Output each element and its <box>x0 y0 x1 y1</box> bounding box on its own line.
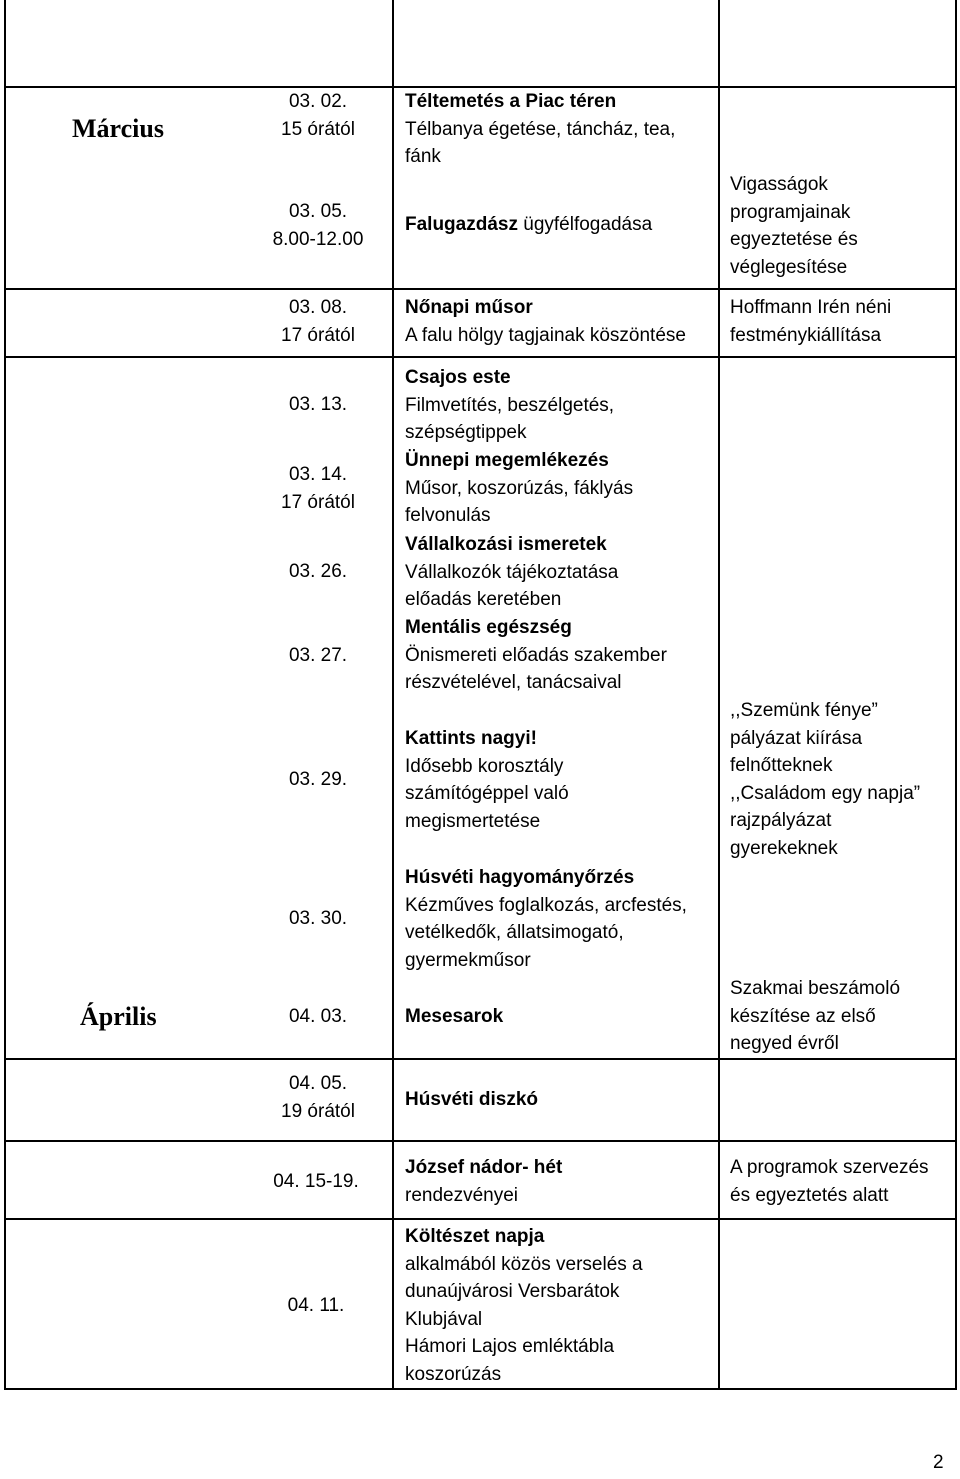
month-march: Március <box>72 114 164 143</box>
row-line-6 <box>4 1218 957 1220</box>
date-cell: 03. 05. 8.00-12.00 <box>272 201 364 250</box>
date-cell: 03. 14. 17 órától <box>281 464 355 513</box>
event-cell: Ünnepi megemlékezés Műsor, koszorúzás, fáklyás felvonulás <box>405 450 634 526</box>
date-cell: 04. 05. 19 órától <box>281 1073 355 1122</box>
date-cell: 04. 15-19. <box>273 1171 359 1192</box>
note-cell: A programok szervezés és egyeztetés alatt <box>730 1157 929 1206</box>
date-cell: 03. 27. <box>288 645 348 666</box>
date-cell: 03. 02. 15 órától <box>281 91 355 140</box>
date-cell: 03. 30. <box>288 908 348 929</box>
row-line-4 <box>4 1058 957 1060</box>
grid-line-col1 <box>392 0 394 1390</box>
date-cell: 03. 13. <box>288 394 348 415</box>
event-cell: Vállalkozási ismeretek Vállalkozók tájékoztatása előadás keretében <box>405 534 619 610</box>
date-cell: 03. 08. 17 órától <box>281 297 355 346</box>
note-cell: Hoffmann Irén néni festménykiállítása <box>730 297 892 346</box>
event-cell: Költészet napja alkalmából közös verselés a dunaújvárosi Versbarátok Klubjával Hámori Lajos emléktábla koszorúzás <box>405 1226 643 1385</box>
note-cell: ,,Szemünk fénye” pályázat kiírása felnőtteknek ,,Családom egy napja” rajzpályázat gyerekeknek <box>730 700 921 859</box>
page-number: 2 <box>933 1452 944 1473</box>
event-cell: Húsvéti hagyományőrzés Kézműves foglalkozás, arcfestés, vetélkedők, állatsimogató, gyermekműsor <box>405 867 687 971</box>
month-april: Április <box>80 1002 157 1031</box>
note-cell: Vigasságok programjainak egyeztetése és véglegesítése <box>730 174 858 278</box>
grid-line-col2 <box>718 0 720 1390</box>
event-cell: Téltemetés a Piac téren Télbanya égetése, táncház, tea, fánk <box>405 91 676 167</box>
row-line-bottom <box>4 1388 957 1390</box>
date-cell: 03. 29. <box>288 769 348 790</box>
event-cell: Nőnapi műsor A falu hölgy tagjainak köszöntése <box>405 297 686 346</box>
row-line-2 <box>4 288 957 290</box>
grid-line-right <box>955 0 957 1390</box>
event-cell: Mentális egészség Önismereti előadás szakember részvételével, tanácsaival <box>405 617 667 693</box>
date-cell: 04. 03. <box>288 1006 348 1027</box>
row-line-5 <box>4 1140 957 1142</box>
event-cell: Húsvéti diszkó <box>405 1089 539 1110</box>
note-cell: Szakmai beszámoló készítése az első negyed évről <box>730 978 901 1054</box>
event-cell: Falugazdász ügyfélfogadása <box>405 214 653 235</box>
event-cell: József nádor- hét rendezvényei <box>405 1157 563 1206</box>
row-line-3 <box>4 356 957 358</box>
event-cell: Csajos este Filmvetítés, beszélgetés, szépségtippek <box>405 367 615 443</box>
date-cell: 03. 26. <box>288 561 348 582</box>
event-cell: Mesesarok <box>405 1006 504 1027</box>
event-cell: Kattints nagyi! Idősebb korosztály számítógéppel való megismertetése <box>405 728 569 832</box>
date-cell: 04. 11. <box>287 1295 345 1316</box>
grid-line-left <box>4 0 6 1390</box>
